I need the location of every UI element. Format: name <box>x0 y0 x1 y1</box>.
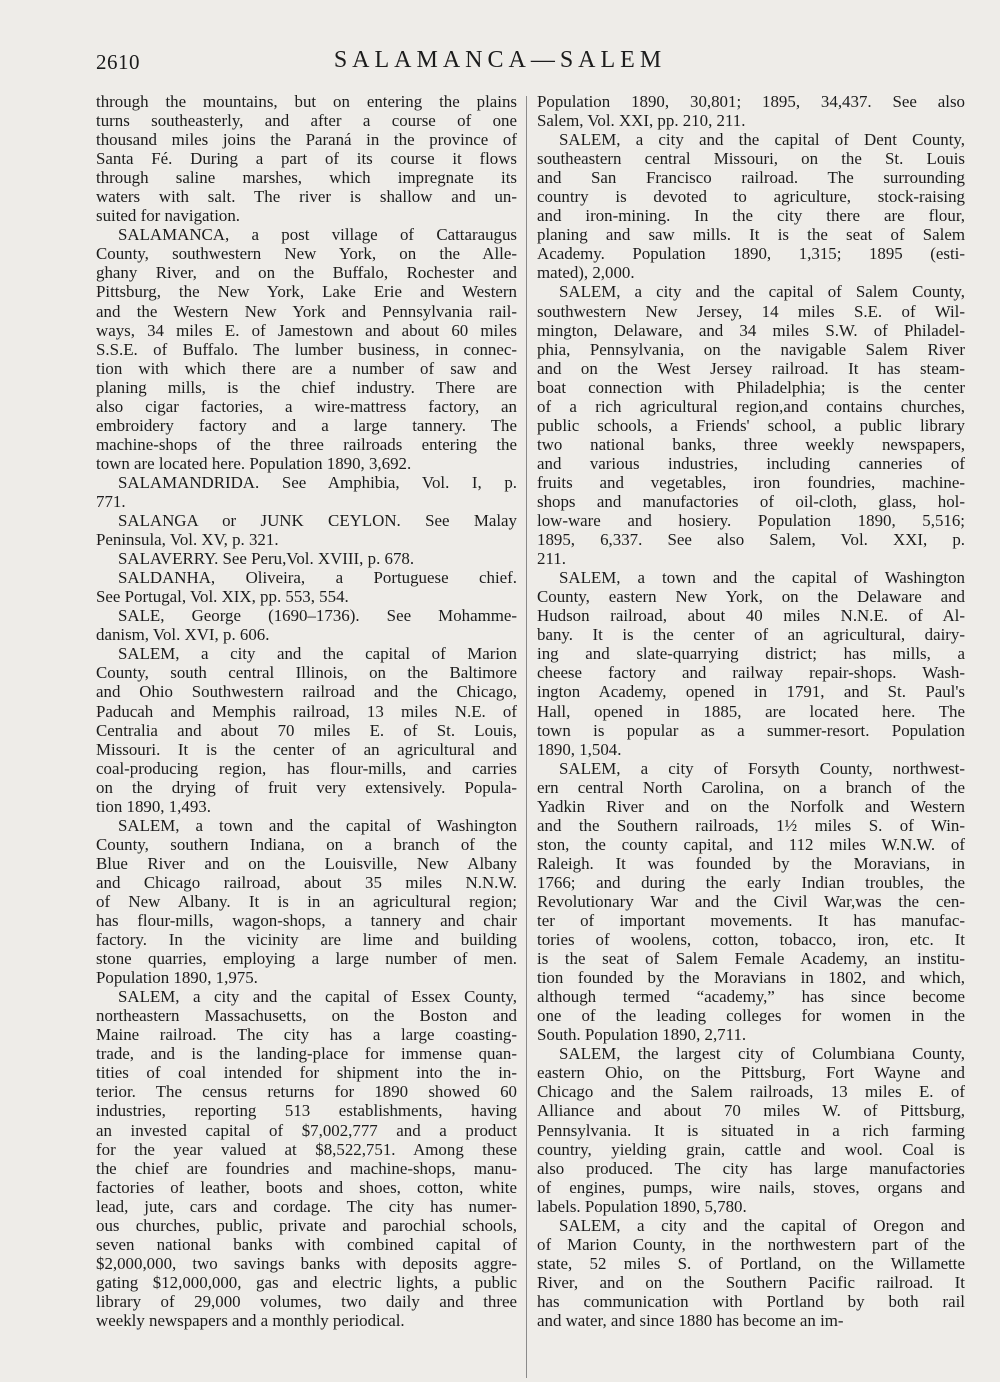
text-line: the chief are foundries and machine-shops, manu- <box>96 1158 517 1178</box>
text-line: on the drying of fruit very extensively. Popula- <box>96 777 517 797</box>
text-line: planing and saw mills. It is the seat of Salem <box>537 225 965 245</box>
text-line: Salem, Vol. XXI, pp. 210, 211. <box>537 111 746 131</box>
text-line: cheese factory and railway repair-shops. Wash- <box>537 663 965 683</box>
text-line: See Portugal, Vol. XIX, pp. 553, 554. <box>96 587 349 607</box>
text-line: country, yielding grain, cattle and wool. Coal is <box>537 1139 965 1159</box>
text-line: shops and manufactories of oil-cloth, glass, hol- <box>537 491 965 511</box>
page-number: 2610 <box>96 50 140 74</box>
text-line: bany. It is the center of an agricultural, dairy- <box>537 625 965 645</box>
text-line: Alliance and about 70 miles W. of Pittsburg, <box>537 1101 965 1121</box>
text-line: Santa Fé. During a part of its course it flows <box>96 149 517 169</box>
text-line: Hudson railroad, about 40 miles N.N.E. of Al- <box>537 606 965 626</box>
text-line: seven national banks with combined capital of <box>96 1234 517 1254</box>
text-line: 1766; and during the early Indian troubles, the <box>537 872 965 892</box>
text-line: factories of leather, boots and shoes, cotton, white <box>96 1177 517 1197</box>
text-line: Missouri. It is the center of an agricultural and <box>96 739 517 759</box>
text-line: coal-producing region, has flour-mills, and carries <box>96 758 517 778</box>
text-line: one of the leading colleges for women in the <box>537 1006 965 1026</box>
text-line: turns southeasterly, and after a course of one <box>96 111 517 131</box>
text-line: country is devoted to agriculture, stock-raising <box>537 187 965 207</box>
right-column <box>537 92 965 1330</box>
text-line: town is popular as a summer-resort. Population <box>537 720 965 740</box>
text-line: Pennsylvania. It is situated in a rich farming <box>537 1120 965 1140</box>
text-line: County, south central Illinois, on the Baltimore <box>96 663 517 683</box>
text-line: and iron-mining. In the city there are flour, <box>537 206 965 226</box>
text-line: phia, Pennsylvania, on the navigable Salem River <box>537 339 965 359</box>
text-line: South. Population 1890, 2,711. <box>537 1025 747 1045</box>
text-line: SALEM, a city of Forsyth County, northwest- <box>559 758 965 778</box>
text-line: ing and slate-quarrying district; has mills, a <box>537 644 965 664</box>
text-line: SALEM, a city and the capital of Essex County, <box>118 987 517 1007</box>
text-line: River, and on the Southern Pacific railroad. It <box>537 1272 965 1292</box>
text-line: suited for navigation. <box>96 206 241 226</box>
text-line: town are located here. Population 1890, 3,692. <box>96 453 412 473</box>
text-line: SALEM, the largest city of Columbiana County, <box>559 1044 965 1064</box>
text-line: Pittsburg, the New York, Lake Erie and Western <box>96 282 517 302</box>
text-line: Population 1890, 30,801; 1895, 34,437. See also <box>537 92 965 111</box>
text-line: mington, Delaware, and 34 miles S.W. of Philadel- <box>537 320 965 340</box>
text-line: for the year valued at $8,522,751. Among these <box>96 1139 517 1159</box>
text-line: Revolutionary War and the Civil War,was the cen- <box>537 891 965 911</box>
left-column <box>96 92 517 1330</box>
text-line: ington Academy, opened in 1791, and St. Paul's <box>537 682 965 702</box>
text-line: embroidery factory and a large tannery. The <box>96 415 517 435</box>
text-line: and Ohio Southwestern railroad and the Chicago, <box>96 682 517 702</box>
text-line: of a rich agricultural region,and contains churches, <box>537 396 965 416</box>
text-line: an invested capital of $7,002,777 and a product <box>96 1120 517 1140</box>
text-line: $2,000,000, two savings banks with deposits aggre- <box>96 1253 517 1273</box>
text-line: of Marion County, in the northwestern part of the <box>537 1234 965 1254</box>
text-line: Blue River and on the Louisville, New Albany <box>96 853 517 873</box>
text-line: ston, the county capital, and 112 miles W.N.W. of <box>537 834 965 854</box>
text-line: library of 29,000 volumes, two daily and three <box>96 1291 517 1311</box>
text-line: Centralia and about 70 miles E. of St. Louis, <box>96 720 517 740</box>
text-line: also produced. The city has large manufactories <box>537 1158 965 1178</box>
text-line: SALAMANDRIDA. See Amphibia, Vol. I, p. <box>118 472 517 492</box>
text-line: two national banks, three weekly newspapers, <box>537 434 965 454</box>
text-line: 211. <box>537 549 566 569</box>
text-line: SALANGA or JUNK CEYLON. See Malay <box>118 511 517 531</box>
text-line: southeastern central Missouri, on the St. Louis <box>537 149 965 169</box>
text-line: Maine railroad. The city has a large coasting- <box>96 1025 517 1045</box>
text-line: SALEM, a city and the capital of Salem County, <box>559 282 965 302</box>
text-line: trade, and is the landing-place for immense quan- <box>96 1044 517 1064</box>
text-line: tion with which there are a number of saw and <box>96 358 517 378</box>
text-line: and Chicago railroad, about 35 miles N.N.W. <box>96 872 517 892</box>
text-line: and various industries, including canneries of <box>537 453 965 473</box>
text-line: boat connection with Philadelphia; is the center <box>537 377 965 397</box>
text-line: tion 1890, 1,493. <box>96 796 211 816</box>
text-line: of New Albany. It is in an agricultural region; <box>96 891 517 911</box>
text-line: and water, and since 1880 has become an im- <box>537 1311 844 1330</box>
text-line: ern central North Carolina, on a branch of the <box>537 777 965 797</box>
text-line: County, eastern New York, on the Delaware and <box>537 587 965 607</box>
text-line: weekly newspapers and a monthly periodical. <box>96 1311 405 1330</box>
text-line: tities of coal intended for shipment into the in- <box>96 1063 517 1083</box>
text-line: terior. The census returns for 1890 showed 60 <box>96 1082 517 1102</box>
text-line: SALAVERRY. See Peru,Vol. XVIII, p. 678. <box>118 549 415 569</box>
text-line: SALDANHA, Oliveira, a Portuguese chief. <box>118 568 517 588</box>
text-line: also cigar factories, a wire-mattress factory, an <box>96 396 517 416</box>
text-line: 771. <box>96 491 126 511</box>
text-line: and the Western New York and Pennsylvania rail- <box>96 301 517 321</box>
text-line: Population 1890, 1,975. <box>96 968 258 988</box>
text-line: machine-shops of the three railroads entering the <box>96 434 517 454</box>
text-line: and on the West Jersey railroad. It has steam- <box>537 358 965 378</box>
text-line: County, southwestern New York, on the Alle- <box>96 244 517 264</box>
text-line: low-ware and hosiery. Population 1890, 5,516; <box>537 511 965 531</box>
text-line: SALEM, a city and the capital of Oregon and <box>559 1215 965 1235</box>
text-line: Peninsula, Vol. XV, p. 321. <box>96 530 279 550</box>
text-line: ter of important movements. It has manufac- <box>537 911 965 931</box>
text-line: eastern Ohio, on the Pittsburg, Fort Wayne and <box>537 1063 965 1083</box>
running-head: SALAMANCA—SALEM <box>333 47 667 73</box>
text-line: ghany River, and on the Buffalo, Rochester and <box>96 263 517 283</box>
text-line: SALEM, a town and the capital of Washington <box>118 815 517 835</box>
text-line: lead, jute, cars and cordage. The city has numer- <box>96 1196 517 1216</box>
text-line: southwestern New Jersey, 14 miles S.E. of Wil- <box>537 301 965 321</box>
text-line: ous churches, public, private and parochial schools, <box>96 1215 517 1235</box>
text-line: Raleigh. It was founded by the Moravians, in <box>537 853 965 873</box>
text-line: waters with salt. The river is shallow and un- <box>96 187 517 207</box>
text-line: through saline marshes, which impregnate its <box>96 168 517 188</box>
text-line: and San Francisco railroad. The surrounding <box>537 168 965 188</box>
text-line: of engines, pumps, wire nails, stoves, organs and <box>537 1177 965 1197</box>
text-line: Yadkin River and on the Norfolk and Western <box>537 796 965 816</box>
text-line: danism, Vol. XVI, p. 606. <box>96 625 270 645</box>
text-line: SALAMANCA, a post village of Cattaraugus <box>118 225 517 245</box>
text-line: 1890, 1,504. <box>537 739 622 759</box>
text-line: S.S.E. of Buffalo. The lumber business, in connec- <box>96 339 517 359</box>
text-line: northeastern Massachusetts, on the Boston and <box>96 1006 517 1026</box>
text-line: Hall, opened in 1885, are located here. The <box>537 701 965 721</box>
text-line: Paducah and Memphis railroad, 13 miles N.E. of <box>96 701 517 721</box>
text-line: thousand miles joins the Paraná in the province of <box>96 130 517 150</box>
text-line: SALEM, a town and the capital of Washington <box>559 568 965 588</box>
text-line: Academy. Population 1890, 1,315; 1895 (esti- <box>537 244 965 264</box>
text-line: SALE, George (1690–1736). See Mohamme- <box>118 606 517 626</box>
text-line: factory. In the vicinity are lime and building <box>96 930 517 950</box>
text-line: County, southern Indiana, on a branch of the <box>96 834 517 854</box>
text-line: has communication with Portland by both rail <box>537 1291 965 1311</box>
text-line: fruits and vegetables, iron foundries, machine- <box>537 472 965 492</box>
text-line: labels. Population 1890, 5,780. <box>537 1196 747 1216</box>
text-line: gating $12,000,000, gas and electric lights, a public <box>96 1272 517 1292</box>
text-line: public schools, a Friends' school, a public library <box>537 415 965 435</box>
text-line: planing mills, is the chief industry. There are <box>96 377 517 397</box>
text-line: has flour-mills, wagon-shops, a tannery and chair <box>96 911 517 931</box>
text-line: SALEM, a city and the capital of Dent County, <box>559 130 965 150</box>
text-line: through the mountains, but on entering the plains <box>96 92 517 111</box>
text-line: SALEM, a city and the capital of Marion <box>118 644 517 664</box>
text-line: state, 52 miles S. of Portland, on the Willamette <box>537 1253 965 1273</box>
text-line: is the seat of Salem Female Academy, an institu- <box>537 949 965 969</box>
text-line: industries, reporting 513 establishments, having <box>96 1101 517 1121</box>
text-line: ways, 34 miles E. of Jamestown and about 60 miles <box>96 320 517 340</box>
column-rule <box>526 96 527 1378</box>
text-line: although termed “academy,” has since become <box>537 987 965 1007</box>
text-line: Chicago and the Salem railroads, 13 miles E. of <box>537 1082 965 1102</box>
text-line: 1895, 6,337. See also Salem, Vol. XXI, p. <box>537 530 965 550</box>
text-line: stone quarries, employing a large number of men. <box>96 949 517 969</box>
text-line: tion founded by the Moravians in 1802, and which, <box>537 968 965 988</box>
text-line: tories of woolens, cotton, tobacco, iron, etc. It <box>537 930 965 950</box>
text-line: mated), 2,000. <box>537 263 635 283</box>
text-line: and the Southern railroads, 1½ miles S. of Win- <box>537 815 965 835</box>
